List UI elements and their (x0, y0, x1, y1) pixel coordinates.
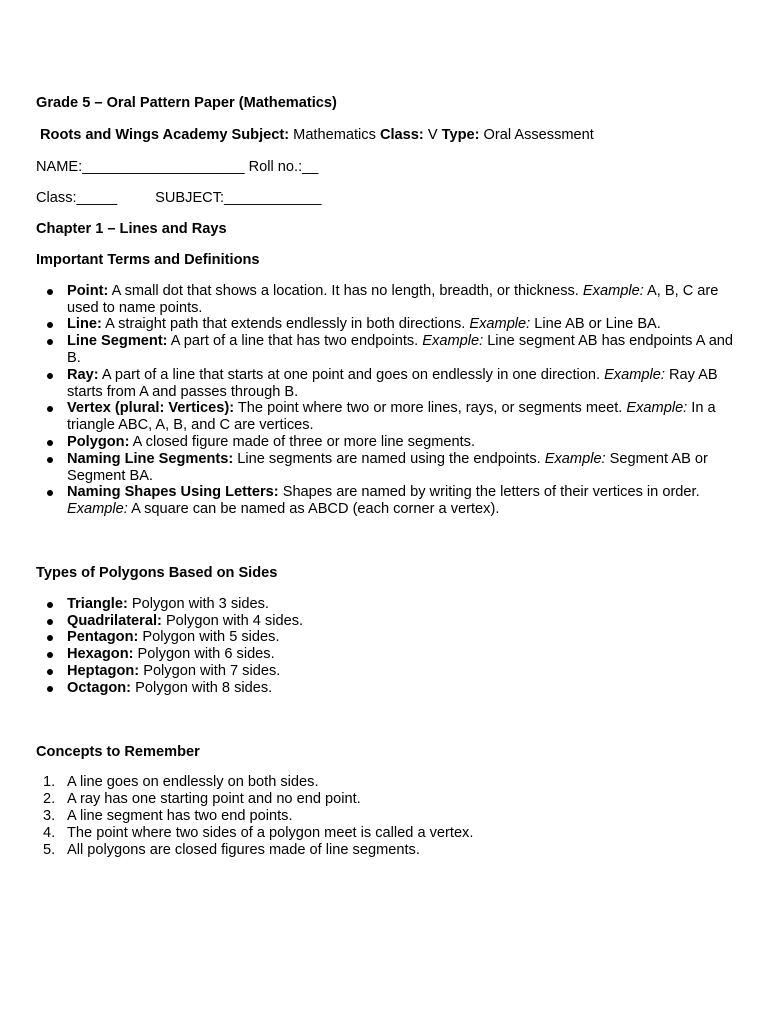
term-label: Line: (67, 316, 102, 333)
example-label: Example: (582, 282, 644, 299)
bullet-icon (47, 373, 53, 379)
bullet-icon (47, 602, 53, 608)
concepts-heading: Concepts to Remember (36, 743, 200, 760)
list-item (36, 646, 736, 663)
list-item (36, 629, 736, 646)
term-label: Point: (67, 282, 109, 299)
terms-list (36, 283, 736, 518)
polygons-list (36, 596, 736, 697)
term-definition: A part of a line that starts at one point and goes on endlessly in one direction. (98, 366, 605, 383)
subject-value: Mathematics (293, 126, 376, 143)
example-label: Example: (67, 501, 128, 518)
bullet-icon (47, 619, 53, 625)
list-item (36, 400, 736, 434)
example-label: Example: (469, 316, 531, 333)
term-label: Ray: (67, 366, 99, 383)
bullet-icon (47, 652, 53, 658)
type-label: Type: (441, 126, 480, 143)
list-item (36, 451, 736, 485)
subject-label: Subject: (231, 126, 290, 143)
concepts-list (36, 774, 736, 858)
term-label: Naming Shapes Using Letters: (67, 484, 279, 501)
list-item (36, 613, 736, 630)
polygon-name: Quadrilateral: (67, 612, 162, 629)
polygon-description: Polygon with 7 sides. (139, 662, 281, 679)
terms-heading: Important Terms and Definitions (36, 251, 260, 268)
class-value: V (427, 126, 438, 143)
term-label: Vertex (plural: Vertices): (67, 400, 235, 417)
bullet-icon (47, 490, 53, 496)
polygon-description: Polygon with 3 sides. (127, 595, 269, 612)
bullet-icon (47, 686, 53, 692)
term-label: Line Segment: (67, 333, 168, 350)
subject-blank: SUBJECT:____________ (155, 190, 322, 207)
polygon-description: Polygon with 5 sides. (138, 629, 280, 646)
term-example: A, B, C are used to name points. (67, 282, 719, 316)
list-item (36, 825, 736, 842)
list-item (36, 434, 736, 451)
list-item (36, 484, 736, 518)
list-item (36, 316, 736, 333)
list-item (36, 663, 736, 680)
polygon-name: Heptagon: (67, 662, 140, 679)
list-item (36, 596, 736, 613)
list-item (36, 680, 736, 697)
list-item (36, 333, 736, 367)
concept-text: The point where two sides of a polygon meet is called a vertex. (67, 824, 474, 841)
bullet-icon (47, 289, 53, 295)
list-item (36, 774, 736, 791)
bullet-icon (47, 406, 53, 412)
term-example: Line AB or Line BA. (530, 316, 661, 333)
concept-text: All polygons are closed figures made of line segments. (67, 841, 420, 858)
concept-text: A ray has one starting point and no end point. (67, 791, 361, 808)
example-label: Example: (544, 450, 606, 467)
term-definition: Line segments are named using the endpoints. (233, 450, 545, 467)
term-definition: A small dot that shows a location. It has no length, breadth, or thickness. (108, 282, 583, 299)
item-number: 4. (43, 824, 56, 841)
bullet-icon (47, 322, 53, 328)
term-example: Segment AB or Segment BA. (67, 450, 708, 484)
concept-text: A line goes on endlessly on both sides. (67, 774, 319, 791)
term-definition: A part of a line that has two endpoints. (167, 333, 423, 350)
term-label: Naming Line Segments: (67, 450, 234, 467)
list-item (36, 842, 736, 859)
list-item (36, 283, 736, 317)
polygon-name: Triangle: (67, 595, 128, 612)
list-item (36, 367, 736, 401)
term-example: In a triangle ABC, A, B, and C are vertices. (67, 400, 716, 434)
polygons-heading: Types of Polygons Based on Sides (36, 564, 278, 581)
term-example: Line segment AB has endpoints A and B. (67, 333, 734, 366)
item-number: 5. (43, 841, 56, 858)
document-title: Grade 5 – Oral Pattern Paper (Mathematics) (36, 95, 337, 111)
class-label: Class: (379, 126, 424, 143)
type-value: Oral Assessment (483, 126, 594, 143)
example-label: Example: (422, 333, 484, 350)
term-definition: The point where two or more lines, rays, or segments meet. (234, 400, 627, 417)
name-roll-line: NAME:____________________ Roll no.:__ (36, 158, 319, 175)
polygon-description: Polygon with 8 sides. (131, 679, 273, 696)
bullet-icon (47, 635, 53, 641)
list-item (36, 808, 736, 825)
item-number: 3. (43, 807, 56, 824)
polygon-description: Polygon with 6 sides. (133, 646, 275, 663)
item-number: 2. (43, 791, 56, 808)
document-page (36, 95, 736, 858)
polygon-name: Hexagon: (67, 646, 134, 663)
term-definition: A straight path that extends endlessly in both directions. (101, 316, 470, 333)
term-label: Polygon: (67, 433, 130, 450)
polygon-description: Polygon with 4 sides. (161, 612, 304, 629)
polygon-name: Octagon: (67, 679, 132, 696)
bullet-icon (47, 457, 53, 463)
meta-line (40, 127, 736, 144)
class-subject-line (36, 190, 736, 207)
class-blank: Class:_____ (36, 190, 118, 207)
term-example: A square can be named as ABCD (each corner a vertex). (127, 501, 500, 518)
term-example: Ray AB starts from A and passes through B. (67, 366, 718, 400)
term-definition: Shapes are named by writing the letters of their vertices in order. (278, 484, 700, 501)
polygon-name: Pentagon: (67, 629, 139, 646)
school-name: Roots and Wings Academy (40, 126, 228, 143)
example-label: Example: (604, 366, 665, 383)
bullet-icon (47, 669, 53, 675)
term-definition: A closed figure made of three or more line segments. (129, 433, 476, 450)
chapter-title: Chapter 1 – Lines and Rays (36, 221, 227, 238)
bullet-icon (47, 440, 53, 446)
concept-text: A line segment has two end points. (67, 807, 293, 824)
list-item (36, 791, 736, 808)
example-label: Example: (626, 400, 688, 417)
bullet-icon (47, 339, 53, 345)
item-number: 1. (43, 774, 56, 791)
